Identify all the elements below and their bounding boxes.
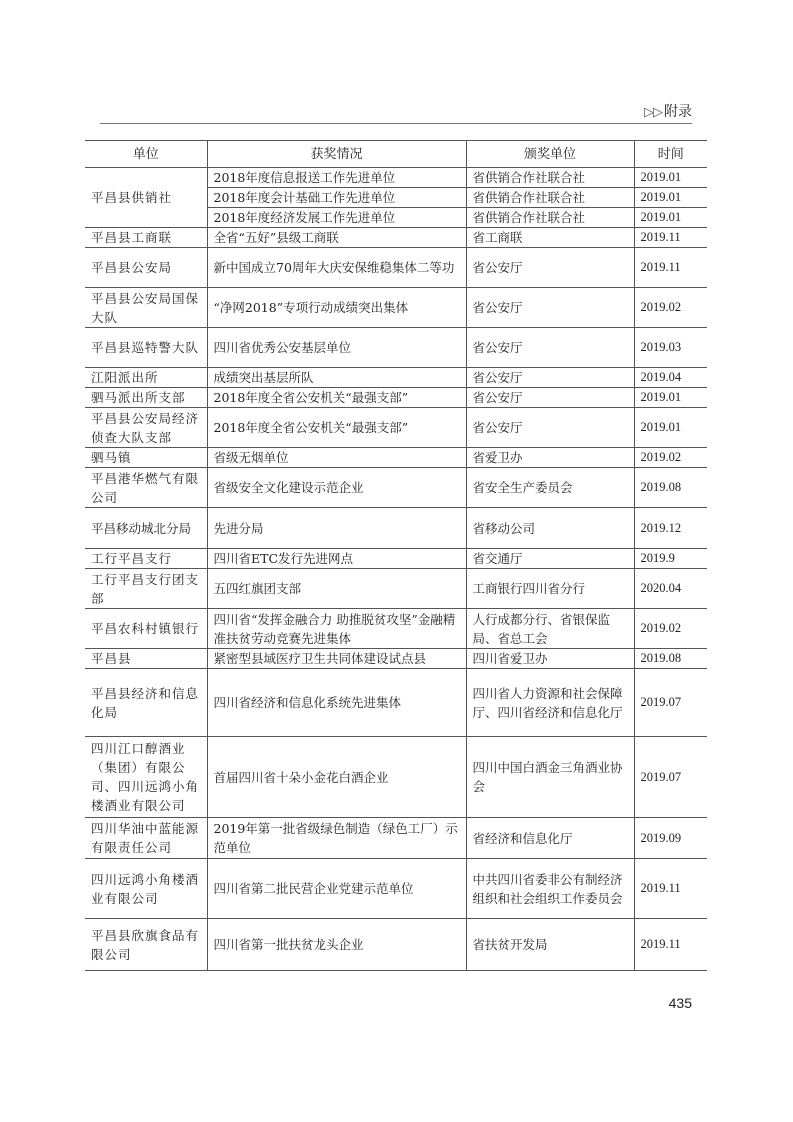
cell-award: 成绩突出基层所队 <box>207 368 466 388</box>
cell-unit: 平昌县欣旗食品有限公司 <box>85 919 207 971</box>
cell-award: 四川省ETC发行先进网点 <box>207 549 466 569</box>
cell-issuer: 工商银行四川省分行 <box>466 569 634 609</box>
cell-time: 2019.08 <box>634 468 707 508</box>
cell-issuer: 省公安厅 <box>466 328 634 368</box>
table-row <box>85 228 707 248</box>
cell-issuer: 省工商联 <box>466 228 634 248</box>
cell-time: 2019.02 <box>634 448 707 468</box>
cell-issuer: 省供销合作社联合社 <box>466 168 634 188</box>
cell-issuer: 省供销合作社联合社 <box>466 208 634 228</box>
cell-time: 2019.09 <box>634 818 707 859</box>
cell-time: 2019.11 <box>634 228 707 248</box>
cell-time: 2019.11 <box>634 919 707 971</box>
table-row <box>85 448 707 468</box>
table-row <box>85 919 707 971</box>
running-head <box>600 101 692 121</box>
cell-award: 2018年度信息报送工作先进单位 <box>207 168 466 188</box>
table-row <box>85 368 707 388</box>
cell-award: 先进分局 <box>207 508 466 549</box>
cell-award: 四川省第一批扶贫龙头企业 <box>207 919 466 971</box>
cell-unit: 平昌县公安局国保大队 <box>85 288 207 328</box>
cell-time: 2019.01 <box>634 388 707 408</box>
cell-unit: 平昌县工商联 <box>85 228 207 248</box>
cell-unit: 四川江口醇酒业（集团）有限公司、四川远鸿小角楼酒业有限公司 <box>85 737 207 818</box>
cell-unit: 平昌县公安局 <box>85 248 207 288</box>
cell-award: 首届四川省十朵小金花白酒企业 <box>207 737 466 818</box>
table-row <box>85 328 707 368</box>
cell-award: 四川省“发挥金融合力 助推脱贫攻坚”金融精准扶贫劳动竞赛先进集体 <box>207 609 466 649</box>
cell-award: 四川省第二批民营企业党建示范单位 <box>207 859 466 919</box>
cell-time: 2019.12 <box>634 508 707 549</box>
cell-award: 省级无烟单位 <box>207 448 466 468</box>
cell-award: 2018年度全省公安机关“最强支部” <box>207 388 466 408</box>
cell-time: 2019.01 <box>634 208 707 228</box>
cell-time: 2019.02 <box>634 609 707 649</box>
cell-unit: 四川华油中蓝能源有限责任公司 <box>85 818 207 859</box>
table-row <box>85 818 707 859</box>
cell-unit: 平昌县供销社 <box>85 168 207 228</box>
cell-unit: 平昌农科村镇银行 <box>85 609 207 649</box>
cell-award: 五四红旗团支部 <box>207 569 466 609</box>
cell-issuer: 省经济和信息化厅 <box>466 818 634 859</box>
cell-issuer: 四川省爱卫办 <box>466 649 634 669</box>
table-header-row <box>85 141 707 168</box>
column-header-unit: 单位 <box>85 141 207 168</box>
table-row <box>85 609 707 649</box>
cell-time: 2019.08 <box>634 649 707 669</box>
cell-time: 2019.11 <box>634 248 707 288</box>
table-row <box>85 468 707 508</box>
cell-award: “净网2018”专项行动成绩突出集体 <box>207 288 466 328</box>
cell-unit: 平昌县经济和信息化局 <box>85 669 207 737</box>
cell-award: 新中国成立70周年大庆安保维稳集体二等功 <box>207 248 466 288</box>
cell-award: 2019年第一批省级绿色制造（绿色工厂）示范单位 <box>207 818 466 859</box>
table-row <box>85 388 707 408</box>
table-row <box>85 508 707 549</box>
cell-issuer: 省公安厅 <box>466 288 634 328</box>
cell-unit: 平昌县巡特警大队 <box>85 328 207 368</box>
table-row <box>85 737 707 818</box>
cell-issuer: 中共四川省委非公有制经济组织和社会组织工作委员会 <box>466 859 634 919</box>
column-header-time: 时间 <box>634 141 707 168</box>
cell-time: 2019.04 <box>634 368 707 388</box>
cell-issuer: 省公安厅 <box>466 408 634 448</box>
cell-time: 2019.02 <box>634 288 707 328</box>
table-row <box>85 859 707 919</box>
table-row <box>85 549 707 569</box>
cell-award: 2018年度经济发展工作先进单位 <box>207 208 466 228</box>
cell-award: 省级安全文化建设示范企业 <box>207 468 466 508</box>
cell-issuer: 四川中国白酒金三角酒业协会 <box>466 737 634 818</box>
section-title: 附录 <box>664 104 692 120</box>
cell-time: 2020.04 <box>634 569 707 609</box>
double-triangle-icon: ▷▷ <box>644 105 662 120</box>
page-number: 435 <box>668 995 692 1011</box>
cell-award: 全省“五好”县级工商联 <box>207 228 466 248</box>
cell-unit: 驷马镇 <box>85 448 207 468</box>
cell-unit: 工行平昌支行 <box>85 549 207 569</box>
cell-time: 2019.01 <box>634 168 707 188</box>
cell-unit: 江阳派出所 <box>85 368 207 388</box>
column-header-award: 获奖情况 <box>207 141 466 168</box>
cell-unit: 驷马派出所支部 <box>85 388 207 408</box>
cell-time: 2019.01 <box>634 408 707 448</box>
table-row <box>85 649 707 669</box>
cell-issuer: 人行成都分行、省银保监局、省总工会 <box>466 609 634 649</box>
cell-issuer: 省移动公司 <box>466 508 634 549</box>
cell-unit: 平昌县公安局经济侦查大队支部 <box>85 408 207 448</box>
table-row <box>85 408 707 448</box>
cell-award: 2018年度全省公安机关“最强支部” <box>207 408 466 448</box>
header-rule <box>100 123 692 124</box>
cell-unit: 平昌港华燃气有限公司 <box>85 468 207 508</box>
cell-award: 紧密型县域医疗卫生共同体建设试点县 <box>207 649 466 669</box>
cell-issuer: 省爱卫办 <box>466 448 634 468</box>
cell-time: 2019.07 <box>634 669 707 737</box>
cell-time: 2019.07 <box>634 737 707 818</box>
cell-unit: 工行平昌支行团支部 <box>85 569 207 609</box>
cell-award: 四川省优秀公安基层单位 <box>207 328 466 368</box>
awards-table <box>85 140 707 971</box>
table-row <box>85 248 707 288</box>
cell-issuer: 省公安厅 <box>466 368 634 388</box>
cell-unit: 四川远鸿小角楼酒业有限公司 <box>85 859 207 919</box>
cell-issuer: 省扶贫开发局 <box>466 919 634 971</box>
cell-time: 2019.01 <box>634 188 707 208</box>
column-header-issuer: 颁奖单位 <box>466 141 634 168</box>
table-row <box>85 569 707 609</box>
table-row <box>85 669 707 737</box>
cell-issuer: 省安全生产委员会 <box>466 468 634 508</box>
cell-time: 2019.9 <box>634 549 707 569</box>
table-row <box>85 168 707 188</box>
cell-time: 2019.11 <box>634 859 707 919</box>
cell-award: 四川省经济和信息化系统先进集体 <box>207 669 466 737</box>
cell-issuer: 省公安厅 <box>466 388 634 408</box>
cell-award: 2018年度会计基础工作先进单位 <box>207 188 466 208</box>
cell-unit: 平昌县 <box>85 649 207 669</box>
cell-issuer: 省公安厅 <box>466 248 634 288</box>
cell-issuer: 省交通厅 <box>466 549 634 569</box>
cell-unit: 平昌移动城北分局 <box>85 508 207 549</box>
cell-issuer: 四川省人力资源和社会保障厅、四川省经济和信息化厅 <box>466 669 634 737</box>
cell-issuer: 省供销合作社联合社 <box>466 188 634 208</box>
table-row <box>85 288 707 328</box>
cell-time: 2019.03 <box>634 328 707 368</box>
